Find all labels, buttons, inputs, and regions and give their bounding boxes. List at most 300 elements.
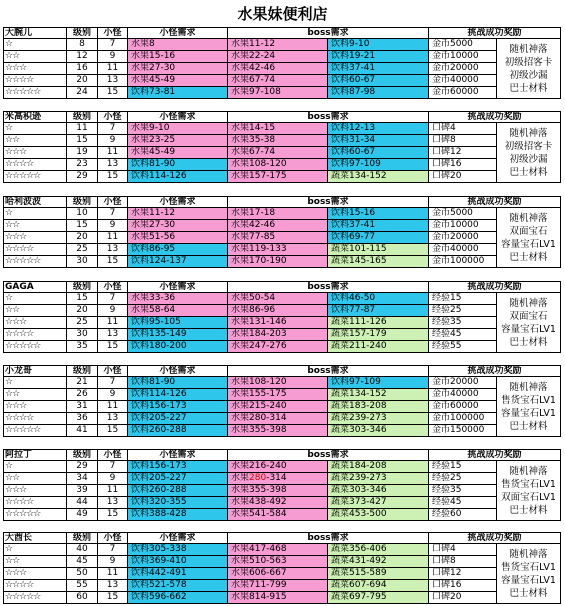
minion-demand-cell: 饮料86-95 (128, 244, 228, 256)
boss-demand-cell-2: 蔬菜697-795 (328, 592, 429, 604)
minion-cell: 7 (98, 293, 128, 305)
star-rating: ☆☆☆ (3, 401, 67, 413)
reward-list (497, 461, 561, 521)
star-rating: ☆☆☆☆ (3, 159, 67, 171)
header-level: 级别 (67, 449, 98, 461)
minion-cell: 15 (98, 509, 128, 521)
reward-cell: 经验25 (429, 473, 497, 485)
star-rating: ☆☆☆☆☆ (3, 592, 67, 604)
reward-list (497, 293, 561, 353)
table-row (3, 63, 563, 75)
reward-cell: 金币20000 (429, 232, 497, 244)
boss-demand-cell-2: 蔬菜607-694 (328, 580, 429, 592)
reward-cell: 经验35 (429, 317, 497, 329)
boss-demand-cell-2: 蔬菜134-152 (328, 389, 429, 401)
minion-cell: 15 (98, 87, 128, 99)
level-cell: 15 (67, 135, 98, 147)
level-cell: 25 (67, 317, 98, 329)
level-cell: 15 (67, 220, 98, 232)
table-row (3, 461, 563, 473)
table-row (3, 123, 563, 135)
minion-demand-cell: 水果23-25 (128, 135, 228, 147)
table-row (3, 497, 563, 509)
header-minion-demand: 小怪需求 (128, 449, 228, 461)
header-reward: 挑战成功奖励 (429, 365, 561, 377)
boss-demand-cell-2: 饮料37-41 (328, 63, 429, 75)
boss-demand-cell-2: 蔬菜515-589 (328, 568, 429, 580)
header-boss-demand: boss需求 (228, 27, 429, 39)
table-row (3, 159, 563, 171)
header-level: 级别 (67, 111, 98, 123)
table-row (3, 377, 563, 389)
level-cell: 60 (67, 592, 98, 604)
boss-demand-cell: 水果155-175 (228, 389, 328, 401)
star-rating: ☆☆☆ (3, 317, 67, 329)
header-minion-demand: 小怪需求 (128, 281, 228, 293)
table-row (3, 75, 563, 87)
boss-demand-cell: 水果711-799 (228, 580, 328, 592)
level-cell: 16 (67, 63, 98, 75)
table-row (3, 244, 563, 256)
header-minion: 小怪 (98, 111, 128, 123)
minion-cell: 13 (98, 159, 128, 171)
table-row (3, 256, 563, 268)
level-cell: 25 (67, 244, 98, 256)
header-reward: 挑战成功奖励 (429, 111, 561, 123)
table-row (3, 293, 563, 305)
header-minion: 小怪 (98, 365, 128, 377)
table-row (3, 389, 563, 401)
minion-demand-cell: 饮料260-288 (128, 485, 228, 497)
boss-demand-cell-2: 饮料77-87 (328, 305, 429, 317)
minion-demand-cell: 水果27-30 (128, 220, 228, 232)
table-row (3, 401, 563, 413)
reward-cell: 金币40000 (429, 389, 497, 401)
boss-demand-cell-2: 蔬菜303-346 (328, 485, 429, 497)
table-row (3, 317, 563, 329)
reward-cell: 金币40000 (429, 75, 497, 87)
minion-demand-cell: 饮料114-126 (128, 171, 228, 183)
header-minion: 小怪 (98, 532, 128, 544)
minion-cell: 9 (98, 51, 128, 63)
minion-cell: 13 (98, 75, 128, 87)
level-cell: 12 (67, 51, 98, 63)
table-row (3, 544, 563, 556)
reward-cell: 金币100000 (429, 413, 497, 425)
reward-item: 初级招客卡 (504, 141, 553, 152)
boss-demand-cell-2: 蔬菜101-115 (328, 244, 429, 256)
header-boss-demand: boss需求 (228, 111, 429, 123)
table-row (3, 568, 563, 580)
header-level: 级别 (67, 27, 98, 39)
reward-item: 初级沙漏 (509, 70, 548, 81)
minion-demand-cell: 水果58-64 (128, 305, 228, 317)
header-minion-demand: 小怪需求 (128, 27, 228, 39)
reward-item: 随机神落 (509, 466, 548, 477)
level-cell: 20 (67, 305, 98, 317)
minion-cell: 11 (98, 63, 128, 75)
level-cell: 30 (67, 256, 98, 268)
reward-item: 双面宝石 (509, 226, 548, 237)
minion-demand-cell: 水果51-56 (128, 232, 228, 244)
reward-item: 随机神落 (509, 128, 548, 139)
minion-demand-cell: 水果15-16 (128, 51, 228, 63)
minion-cell: 13 (98, 413, 128, 425)
boss-demand-cell: 水果417-468 (228, 544, 328, 556)
boss-demand-cell: 水果108-120 (228, 377, 328, 389)
reward-cell: 口碑12 (429, 568, 497, 580)
reward-item: 巴士材料 (509, 421, 548, 432)
boss-demand-cell-2: 蔬菜239-273 (328, 413, 429, 425)
header-row (3, 27, 563, 39)
reward-item: 巴士材料 (509, 337, 548, 348)
header-boss-demand: boss需求 (228, 365, 429, 377)
reward-cell: 金币10000 (429, 51, 497, 63)
minion-demand-cell: 饮料180-200 (128, 341, 228, 353)
reward-cell: 口碑16 (429, 159, 497, 171)
reward-item: 巴士材料 (509, 252, 548, 263)
minion-cell: 13 (98, 497, 128, 509)
minion-demand-cell: 饮料81-90 (128, 159, 228, 171)
header-boss-demand: boss需求 (228, 532, 429, 544)
table-row (3, 341, 563, 353)
reward-cell: 经验15 (429, 461, 497, 473)
minion-demand-cell: 水果45-49 (128, 75, 228, 87)
minion-demand-cell: 饮料388-428 (128, 509, 228, 521)
boss-demand-cell: 水果215-240 (228, 401, 328, 413)
header-row (3, 111, 563, 123)
table-row (3, 556, 563, 568)
boss-demand-cell: 水果216-240 (228, 461, 328, 473)
minion-demand-cell: 水果27-30 (128, 63, 228, 75)
star-rating: ☆☆☆☆☆ (3, 341, 67, 353)
level-cell: 20 (67, 232, 98, 244)
reward-cell: 经验60 (429, 509, 497, 521)
minion-cell: 7 (98, 123, 128, 135)
boss-demand-cell-2: 蔬菜356-406 (328, 544, 429, 556)
reward-cell: 经验45 (429, 497, 497, 509)
reward-item: 初级招客卡 (504, 57, 553, 68)
minion-cell: 11 (98, 232, 128, 244)
minion-cell: 7 (98, 39, 128, 51)
boss-demand-cell: 水果22-24 (228, 51, 328, 63)
star-rating: ☆☆☆ (3, 147, 67, 159)
reward-item: 随机神落 (509, 213, 548, 224)
reward-cell: 金币40000 (429, 244, 497, 256)
star-rating: ☆ (3, 377, 67, 389)
star-rating: ☆ (3, 123, 67, 135)
reward-cell: 金币60000 (429, 401, 497, 413)
stage-name: GAGA (3, 281, 67, 293)
boss-demand-cell: 水果77-85 (228, 232, 328, 244)
level-cell: 49 (67, 509, 98, 521)
star-rating: ☆☆ (3, 135, 67, 147)
reward-cell: 经验35 (429, 485, 497, 497)
boss-demand-cell: 水果541-584 (228, 509, 328, 521)
minion-demand-cell: 饮料260-288 (128, 425, 228, 437)
table-row (3, 305, 563, 317)
reward-item: 容量宝石LV1 (501, 575, 556, 586)
star-rating: ☆☆☆☆☆ (3, 171, 67, 183)
boss-demand-cell-2: 饮料60-67 (328, 75, 429, 87)
reward-item: 随机神落 (509, 549, 548, 560)
header-minion: 小怪 (98, 449, 128, 461)
header-level: 级别 (67, 281, 98, 293)
reward-cell: 口碑16 (429, 580, 497, 592)
reward-cell: 口碑8 (429, 135, 497, 147)
level-cell: 39 (67, 485, 98, 497)
minion-demand-cell: 水果9-10 (128, 123, 228, 135)
table-row (3, 473, 563, 485)
table-row (3, 485, 563, 497)
boss-demand-cell-2: 饮料12-13 (328, 123, 429, 135)
header-reward: 挑战成功奖励 (429, 449, 561, 461)
boss-demand-cell: 水果17-18 (228, 208, 328, 220)
reward-list (497, 544, 561, 604)
header-row (3, 196, 563, 208)
level-cell: 23 (67, 159, 98, 171)
boss-demand-cell: 水果170-190 (228, 256, 328, 268)
reward-item: 随机神落 (509, 298, 548, 309)
reward-cell: 金币5000 (429, 39, 497, 51)
stage-name: 米高积逊 (3, 111, 67, 123)
level-cell: 29 (67, 171, 98, 183)
boss-demand-cell-2: 蔬菜303-346 (328, 425, 429, 437)
reward-item: 售货宝石LV1 (501, 562, 556, 573)
reward-item: 随机神落 (509, 44, 548, 55)
boss-demand-cell-2: 饮料19-21 (328, 51, 429, 63)
reward-cell: 经验25 (429, 305, 497, 317)
header-level: 级别 (67, 196, 98, 208)
table-row (3, 135, 563, 147)
header-boss-demand: boss需求 (228, 196, 429, 208)
boss-demand-cell: 水果35-38 (228, 135, 328, 147)
minion-cell: 15 (98, 256, 128, 268)
boss-demand-cell-2: 蔬菜111-126 (328, 317, 429, 329)
boss-demand-cell: 水果97-108 (228, 87, 328, 99)
table-row (3, 580, 563, 592)
reward-cell: 口碑8 (429, 556, 497, 568)
header-minion-demand: 小怪需求 (128, 365, 228, 377)
header-reward: 挑战成功奖励 (429, 281, 561, 293)
minion-demand-cell: 水果11-12 (128, 208, 228, 220)
boss-demand-cell: 水果119-133 (228, 244, 328, 256)
boss-demand-cell: 水果184-203 (228, 329, 328, 341)
boss-demand-cell-2: 饮料87-98 (328, 87, 429, 99)
minion-cell: 11 (98, 147, 128, 159)
boss-demand-cell: 水果280-314 (228, 473, 328, 485)
minion-cell: 15 (98, 171, 128, 183)
table-row (3, 51, 563, 63)
minion-demand-cell: 饮料369-410 (128, 556, 228, 568)
minion-cell: 7 (98, 544, 128, 556)
minion-cell: 11 (98, 568, 128, 580)
reward-cell: 金币100000 (429, 256, 497, 268)
reward-cell: 经验45 (429, 329, 497, 341)
level-cell: 20 (67, 75, 98, 87)
table-row (3, 171, 563, 183)
reward-item: 随机神落 (509, 382, 548, 393)
level-cell: 31 (67, 401, 98, 413)
boss-demand-cell-2: 蔬菜239-273 (328, 473, 429, 485)
boss-demand-cell: 水果355-398 (228, 425, 328, 437)
minion-cell: 7 (98, 377, 128, 389)
boss-demand-cell: 水果280-314 (228, 413, 328, 425)
boss-demand-cell: 水果67-74 (228, 147, 328, 159)
minion-cell: 9 (98, 389, 128, 401)
reward-cell: 金币10000 (429, 220, 497, 232)
header-row (3, 449, 563, 461)
star-rating: ☆ (3, 293, 67, 305)
minion-demand-cell: 饮料596-662 (128, 592, 228, 604)
header-level: 级别 (67, 532, 98, 544)
boss-demand-cell-2: 饮料9-10 (328, 39, 429, 51)
reward-item: 容量宝石LV1 (501, 324, 556, 335)
minion-demand-cell: 水果33-36 (128, 293, 228, 305)
minion-demand-cell: 饮料320-355 (128, 497, 228, 509)
star-rating: ☆☆ (3, 556, 67, 568)
level-cell: 10 (67, 208, 98, 220)
minion-cell: 13 (98, 329, 128, 341)
boss-demand-cell-2: 蔬菜431-492 (328, 556, 429, 568)
reward-cell: 金币20000 (429, 377, 497, 389)
minion-demand-cell: 饮料442-491 (128, 568, 228, 580)
stage-name: 大酋长 (3, 532, 67, 544)
level-cell: 50 (67, 568, 98, 580)
reward-item: 容量宝石LV1 (501, 239, 556, 250)
boss-demand-cell: 水果131-146 (228, 317, 328, 329)
header-minion-demand: 小怪需求 (128, 111, 228, 123)
level-cell: 26 (67, 389, 98, 401)
boss-demand-cell-2: 蔬菜211-240 (328, 341, 429, 353)
minion-cell: 9 (98, 135, 128, 147)
reward-cell: 金币150000 (429, 425, 497, 437)
boss-demand-cell: 水果157-175 (228, 171, 328, 183)
star-rating: ☆☆☆☆ (3, 244, 67, 256)
boss-demand-cell-2: 饮料37-41 (328, 220, 429, 232)
boss-demand-cell: 水果50-54 (228, 293, 328, 305)
boss-demand-cell: 水果67-74 (228, 75, 328, 87)
reward-cell: 口碑4 (429, 544, 497, 556)
star-rating: ☆☆ (3, 473, 67, 485)
reward-list (497, 123, 561, 183)
star-rating: ☆☆☆☆☆ (3, 256, 67, 268)
boss-demand-cell: 水果814-915 (228, 592, 328, 604)
star-rating: ☆☆☆☆☆ (3, 425, 67, 437)
boss-demand-cell: 水果11-12 (228, 39, 328, 51)
boss-demand-cell-2: 饮料97-109 (328, 159, 429, 171)
boss-demand-cell-2: 饮料69-77 (328, 232, 429, 244)
minion-demand-cell: 饮料81-90 (128, 377, 228, 389)
boss-demand-cell-2: 蔬菜134-152 (328, 171, 429, 183)
boss-demand-cell: 水果510-563 (228, 556, 328, 568)
star-rating: ☆ (3, 544, 67, 556)
boss-demand-cell-2: 饮料97-109 (328, 377, 429, 389)
minion-demand-cell: 饮料156-173 (128, 461, 228, 473)
boss-demand-cell-2: 蔬菜157-179 (328, 329, 429, 341)
star-rating: ☆☆☆☆☆ (3, 509, 67, 521)
header-reward: 挑战成功奖励 (429, 27, 561, 39)
reward-item: 巴士材料 (509, 167, 548, 178)
minion-demand-cell: 饮料73-81 (128, 87, 228, 99)
reward-item: 巴士材料 (509, 83, 548, 94)
minion-cell: 9 (98, 556, 128, 568)
level-cell: 55 (67, 580, 98, 592)
minion-cell: 11 (98, 485, 128, 497)
star-rating: ☆☆☆ (3, 232, 67, 244)
boss-demand-cell-2: 蔬菜184-208 (328, 461, 429, 473)
star-rating: ☆☆☆☆ (3, 580, 67, 592)
boss-demand-cell-2: 饮料15-16 (328, 208, 429, 220)
minion-demand-cell: 饮料124-137 (128, 256, 228, 268)
level-cell: 30 (67, 329, 98, 341)
level-cell: 44 (67, 497, 98, 509)
level-cell: 29 (67, 461, 98, 473)
minion-cell: 15 (98, 425, 128, 437)
reward-item: 容量宝石LV1 (501, 408, 556, 419)
reward-item: 巴士材料 (509, 588, 548, 599)
reward-item: 巴士材料 (509, 505, 548, 516)
star-rating: ☆☆☆☆ (3, 497, 67, 509)
reward-item: 售货宝石LV1 (501, 479, 556, 490)
star-rating: ☆☆ (3, 220, 67, 232)
boss-demand-cell-2: 蔬菜145-165 (328, 256, 429, 268)
level-cell: 8 (67, 39, 98, 51)
boss-demand-cell-2: 饮料46-50 (328, 293, 429, 305)
level-cell: 21 (67, 377, 98, 389)
star-rating: ☆☆☆☆ (3, 413, 67, 425)
level-cell: 11 (67, 123, 98, 135)
star-rating: ☆☆☆☆☆ (3, 87, 67, 99)
star-rating: ☆☆☆ (3, 485, 67, 497)
reward-cell: 口碑20 (429, 592, 497, 604)
minion-cell: 11 (98, 401, 128, 413)
minion-cell: 9 (98, 220, 128, 232)
stage-name: 大腕儿 (3, 27, 67, 39)
boss-demand-cell-2: 蔬菜183-208 (328, 401, 429, 413)
reward-cell: 金币5000 (429, 208, 497, 220)
reward-cell: 金币60000 (429, 87, 497, 99)
header-minion-demand: 小怪需求 (128, 532, 228, 544)
minion-demand-cell: 饮料305-338 (128, 544, 228, 556)
boss-demand-cell-2: 蔬菜453-500 (328, 509, 429, 521)
reward-cell: 口碑20 (429, 171, 497, 183)
star-rating: ☆☆☆ (3, 568, 67, 580)
header-minion: 小怪 (98, 27, 128, 39)
level-cell: 41 (67, 425, 98, 437)
boss-demand-cell-2: 饮料60-67 (328, 147, 429, 159)
minion-cell: 15 (98, 341, 128, 353)
stage-name: 阿拉丁 (3, 449, 67, 461)
star-rating: ☆ (3, 39, 67, 51)
minion-demand-cell: 饮料114-126 (128, 389, 228, 401)
table-row (3, 220, 563, 232)
star-rating: ☆☆ (3, 389, 67, 401)
star-rating: ☆☆☆☆ (3, 75, 67, 87)
minion-cell: 7 (98, 208, 128, 220)
boss-demand-cell: 水果42-46 (228, 63, 328, 75)
level-cell: 35 (67, 341, 98, 353)
table-row (3, 87, 563, 99)
boss-demand-cell-2: 蔬菜373-427 (328, 497, 429, 509)
page-title: 水果妹便利店 (237, 5, 328, 23)
table-row (3, 329, 563, 341)
header-minion: 小怪 (98, 196, 128, 208)
minion-demand-cell: 水果8 (128, 39, 228, 51)
boss-demand-cell: 水果86-96 (228, 305, 328, 317)
reward-item: 初级沙漏 (509, 154, 548, 165)
reward-list (497, 208, 561, 268)
